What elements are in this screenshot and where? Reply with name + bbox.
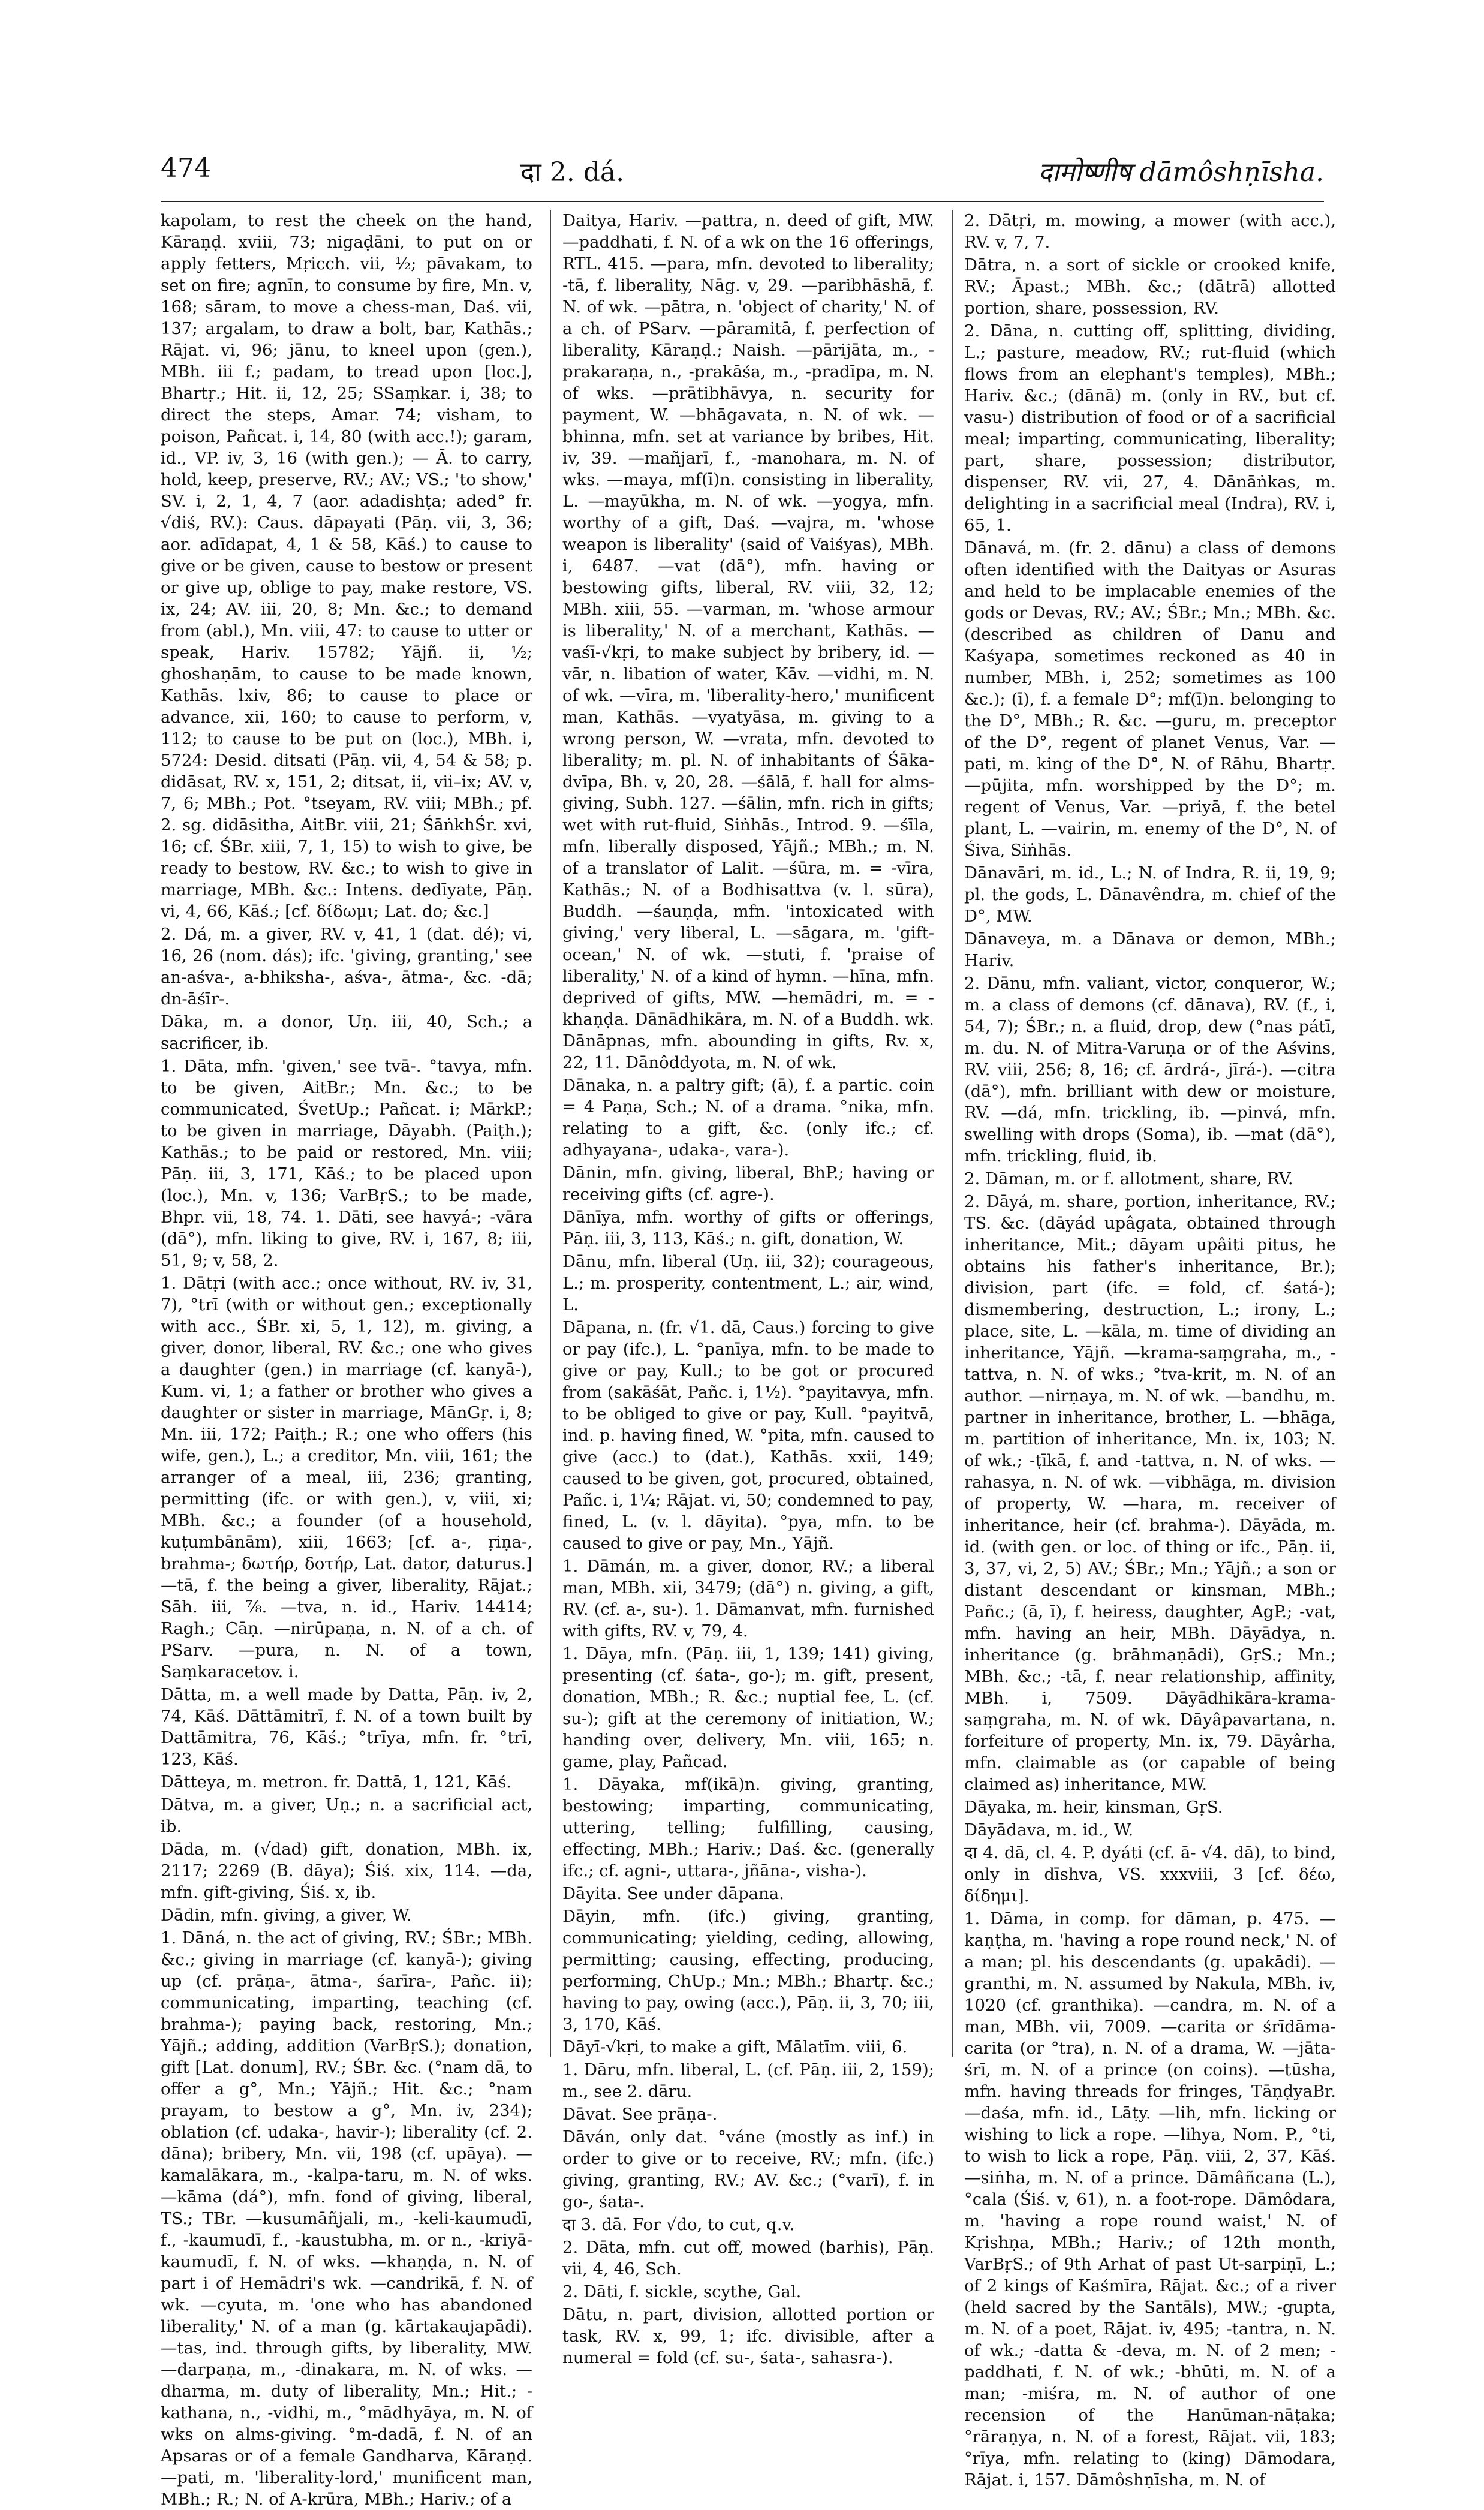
dictionary-entry: Dānavāri, m. id., L.; N. of Indra, R. ii, 19, 9; pl. the gods, L. Dānavêndra, m. chief of the D°, MW. (964, 863, 1336, 926)
dictionary-entry: Daitya, Hariv. —pattra, n. deed of gift, MW. —paddhati, f. N. of a wk on the 16 offerings, RTL. 415. —para, mfn. devoted to liberality; -tā, f. liberality, Nāg. v, 29. —paribhāshā, f. N. of wk. —pātra, n. 'object of charity,' N. of a ch. of PSarv. —pāramitā, f. perfection of liberality, Kāraṇḍ.; Naish. —pārijāta, m., -prakaraṇa, n., -prakāśa, m., -pradīpa, m. N. of wks. —prātibhāvya, n. security for payment, W. —bhāgavata, n. N. of wk. —bhinna, mfn. set at variance by bribes, Hit. iv, 39. —mañjarī, f., -manohara, m. N. of wks. —maya, mf(ī)n. consisting in liberality, L. —mayūkha, m. N. of wk. —yogya, mfn. worthy of a gift, Daś. —vajra, m. 'whose weapon is liberality' (said of Vaiśyas), MBh. i, 6487. —vat (dā°), mfn. having or bestowing gifts, liberal, RV. viii, 32, 12; MBh. xiii, 55. —varman, m. 'whose armour is liberality,' N. of a merchant, Kathās. —vaśī-√kṛi, to make subject by bribery, id. —vār, n. libation of water, Kāv. —vidhi, m. N. of wk. —vīra, m. 'liberality-hero,' munificent man, Kathās. —vyatyāsa, m. giving to a wrong person, W. —vrata, mfn. devoted to liberality; m. pl. N. of inhabitants of Śāka-dvīpa, Bh. v, 20, 28. —śālā, f. hall for alms-giving, Subh. 127. —śālin, mfn. rich in gifts; wet with rut-fluid, Siṅhās., Introd. 9. —śīla, mfn. liberally disposed, Yājñ.; MBh.; m. N. of a translator of Lalit. —śūra, m. = -vīra, Kathās.; N. of a Bodhisattva (v. l. sūra), Buddh. —śauṇḍa, mfn. 'intoxicated with giving,' very liberal, L. —sāgara, m. 'gift-ocean,' N. of wk. —stuti, f. 'praise of liberality,' N. of a kind of hymn. —hīna, mfn. deprived of gifts, MW. —hemādri, m. = -khaṇḍa. Dānādhikāra, m. N. of a Buddh. wk. Dānāpnas, mfn. abounding in gifts, Rv. x, 22, 11. Dānôddyota, m. N. of wk. (562, 211, 934, 1072)
dictionary-entry: Dādin, mfn. giving, a giver, W. (161, 1906, 412, 1925)
dictionary-entry: Dāyī-√kṛi, to make a gift, Mālatīm. viii, 6. (562, 2038, 908, 2057)
dictionary-entry: 1. Dāma, in comp. for dāman, p. 475. —kaṇṭha, m. 'having a rope round neck,' N. of a man; pl. his descendants (g. upakādi). —granthi, m. N. assumed by Nakula, MBh. iv, 1020 (cf. granthika). —candra, m. N. of a man, MBh. vii, 7009. —carita or śrīdāma-carita (or °tra), n. N. of a drama, W. —jāta-śrī, m. N. of a prince (on coins). —tūsha, mfn. having threads for fringes, TāṇḍyaBr. —daśa, mfn. id., Lāṭy. —lih, mfn. licking or wishing to lick a rope. —lihya, Nom. P., °ti, to wish to lick a rope, Pāṇ. viii, 2, 37, Kāś. —siṅha, m. N. of a prince. Dāmâñcana (L.), °cala (Śiś. v, 61), n. a foot-rope. Dāmôdara, m. 'having a rope round waist,' N. of Kṛishṇa, MBh.; Hariv.; of 12th month, VarBṛS.; of 9th Arhat of past Ut-sarpiṇī, L.; of 2 kings of Kaśmīra, Rājat. &c.; of a river (held sacred by the Santāls), MW.; -gupta, m. N. of a poet, Rājat. iv, 495; -tantra, n. N. of wk.; -datta & -deva, m. N. of 2 men; -paddhati, f. N. of wk.; -bhūti, m. N. of a man; -miśra, m. N. of author of one recension of the Hanūman-nāṭaka; °rāraṇya, n. N. of a forest, Rājat. vii, 183; °rīya, mfn. relating to (king) Dāmodara, Rājat. i, 157. Dāmôshṇīsha, m. N. of (964, 1909, 1336, 2490)
header-headword-right: दामोष्णीष dāmôshṇīsha. (1038, 157, 1324, 188)
dictionary-entry: 2. Dāna, n. cutting off, splitting, dividing, L.; pasture, meadow, RV.; rut-fluid (which flows from an elephant's temples), MBh.; Hariv. &c.; (dānā) m. (only in RV., but cf. vasu-) distribution of food or of a sacrificial meal; imparting, communicating, liberality; part, share, possession; distributor, dispenser, RV. vii, 27, 4. Dānāṅkas, m. delighting in a sacrificial meal (Indra), RV. i, 65, 1. (964, 321, 1336, 535)
dictionary-entry: 2. Dāti, f. sickle, scythe, Gal. (562, 2282, 802, 2301)
column-divider (550, 210, 551, 2057)
dictionary-entry: Dāván, only dat. °váne (mostly as inf.) in order to give or to receive, RV.; mfn. (ifc.) giving, granting, RV.; AV. &c.; (°varī), f. in go-, śata-. (562, 2127, 934, 2211)
dictionary-entry: Dātta, m. a well made by Datta, Pāṇ. iv, 2, 74, Kāś. Dāttāmitrī, f. N. of a town built by Dattāmitra, 76, Kāś.; °trīya, mfn. fr. °trī, 123, Kāś. (161, 1685, 532, 1769)
header-rule (161, 201, 1324, 202)
dictionary-entry: 1. Dātṛi (with acc.; once without, RV. iv, 31, 7), °trī (with or without gen.; exceptionally with acc., ŚBr. xi, 5, 1, 12), m. giving, a giver, donor, liberal, RV. &c.; one who gives a daughter (gen.) in marriage (cf. kanyā-), Kum. vi, 1; a father or brother who gives a daughter or sister in marriage, MānGṛ. i, 8; Mn. iii, 172; Paiṭh.; R.; one who offers (his wife, gen.), L.; a creditor, Mn. viii, 161; the arranger of a meal, iii, 236; granting, permitting (ifc. or with gen.), v, viii, xi; MBh. &c.; a founder (of a household, kuṭumbānām), xiii, 1663; [cf. a-, ṛiṇa-, brahma-; δωτήρ, δοτήρ, Lat. dator, daturus.] —tā, f. the being a giver, liberality, Rājat.; Sāh. iii, ⅞. —tva, n. id., Hariv. 14414; Ragh.; Cāṇ. —nirūpaṇa, n. N. of a ch. of PSarv. —pura, n. N. of a town, Saṃkaracetov. i. (161, 1274, 532, 1681)
column-3 (964, 210, 1336, 2490)
dictionary-entry: Dāyita. See under dāpana. (562, 1884, 784, 1903)
column-1 (161, 210, 532, 2509)
dictionary-entry: Dāka, m. a donor, Uṇ. iii, 40, Sch.; a sacrificer, ib. (161, 1012, 532, 1053)
dictionary-entry: Dāvat. See prāṇa-. (562, 2105, 718, 2124)
dictionary-entry: Dātra, n. a sort of sickle or crooked knife, RV.; Āpast.; MBh. &c.; (dātrā) allotted portion, share, possession, RV. (964, 255, 1336, 318)
dictionary-entry: Dānavá, m. (fr. 2. dānu) a class of demons often identified with the Daityas or Asuras and held to be implacable enemies of the gods or Devas, RV.; AV.; ŚBr.; Mn.; MBh. &c. (described as children of Danu and Kaśyapa, sometimes reckoned as 40 in number, MBh. i, 252; sometimes as 100 &c.); (ī), f. a female D°; mf(ī)n. belonging to the D°, MBh.; R. &c. —guru, m. preceptor of the D°, regent of planet Venus, Var. —pati, m. king of the D°, N. of Rāhu, Bhartṛ. —pūjita, mfn. worshipped by the D°; m. regent of Venus, Var. —priyā, f. the betel plant, L. —vairin, m. enemy of the D°, N. of Śiva, Siṅhās. (964, 538, 1336, 860)
dictionary-entry: दा 4. dā, cl. 4. P. dyáti (cf. ā- √4. dā), to bind, only in dīshva, VS. xxxviii, 3 [cf. δέω, δίδημι]. (964, 1843, 1336, 1906)
dictionary-entry: 2. Dāta, mfn. cut off, mowed (barhis), Pāṇ. vii, 4, 46, Sch. (562, 2238, 934, 2279)
dictionary-entry: 1. Dāru, mfn. liberal, L. (cf. Pāṇ. iii, 2, 159); m., see 2. dāru. (562, 2060, 934, 2101)
dictionary-entry: Dānīya, mfn. worthy of gifts or offerings, Pāṇ. iii, 3, 113, Kāś.; n. gift, donation, W. (562, 1208, 934, 1248)
dictionary-entry: kapolam, to rest the cheek on the hand, Kāraṇḍ. xviii, 73; nigaḍāni, to put on or apply fetters, Mṛicch. vii, ½; pāvakam, to set on fire; agnīn, to consume by fire, Mn. v, 168; sāram, to move a chess-man, Daś. vii, 137; argalam, to draw a bolt, bar, Kathās.; Rājat. vi, 96; jānu, to kneel upon (gen.), MBh. iii f.; padam, to tread upon [loc.], Bhartṛ.; Hit. ii, 12, 25; SSaṃkar. i, 38; to direct the steps, Amar. 74; visham, to poison, Pañcat. i, 14, 80 (with acc.!); garam, id., VP. iv, 3, 16 (with gen.); — Ā. to carry, hold, keep, preserve, RV.; AV.; VS.; 'to show,' SV. i, 2, 1, 4, 7 (aor. adadishṭa; aded° fr. √diś, RV.): Caus. dāpayati (Pāṇ. vii, 3, 36; aor. adīdapat, 4, 1 & 58, Kāś.) to cause to give or be given, cause to bestow or present or give up, oblige to pay, make restore, VS. ix, 24; AV. iii, 20, 8; Mn. &c.; to demand from (abl.), Mn. viii, 47: to cause to utter or speak, Hariv. 15782; Yājñ. ii, ½; ghoshaṇām, to cause to be made known, Kathās. lxiv, 86; to cause to place or advance, xii, 160; to cause to perform, v, 112; to cause to be put on (loc.), MBh. i, 5724: Desid. ditsati (Pāṇ. vii, 4, 54 & 58; p. didāsat, RV. x, 151, 2; ditsat, ii, vii–ix; AV. v, 7, 6; MBh.; Pot. °tseyam, RV. viii; MBh.; pf. 2. sg. didāsitha, AitBr. viii, 21; ŚāṅkhŚr. xvi, 16; cf. ŚBr. xiii, 7, 1, 15) to wish to give, be ready to bestow, RV. &c.; to wish to give in marriage, MBh. &c.: Intens. dedīyate, Pāṇ. vi, 4, 66, Kāś.; [cf. δίδωμι; Lat. do; &c.] (161, 211, 532, 921)
dictionary-entry: Dātu, n. part, division, allotted portion or task, RV. x, 99, 1; ifc. divisible, after a numeral = fold (cf. su-, śata-, sahasra-). (562, 2305, 934, 2367)
dictionary-entry: Dātva, m. a giver, Uṇ.; n. a sacrificial act, ib. (161, 1795, 532, 1836)
dictionary-entry: Dāyin, mfn. (ifc.) giving, granting, communicating; yielding, ceding, allowing, permitting; causing, effecting, producing, performing, ChUp.; Mn.; MBh.; Bhartṛ. &c.; having to pay, owing (acc.), Pāṇ. ii, 3, 70; iii, 3, 170, Kāś. (562, 1907, 934, 2034)
header-headword-center: दा 2. dá. (520, 157, 625, 188)
page-header (161, 153, 1324, 195)
dictionary-entry: 2. Dānu, mfn. valiant, victor, conqueror, W.; m. a class of demons (cf. dānava), RV. (f., i, 54, 7); ŚBr.; n. a fluid, drop, dew (°nas pátī, m. du. N. of Mitra-Varuṇa or of the Aśvins, RV. viii, 256; 8, 16; cf. ārdrá-, jīrá-). —citra (dā°), mfn. brilliant with dew or moisture, RV. —dá, mfn. trickling, ib. —pinvá, mfn. swelling with drops (Soma), ib. —mat (dā°), mfn. trickling, fluid, ib. (964, 974, 1336, 1166)
dictionary-entry: Dānaveya, m. a Dānava or demon, MBh.; Hariv. (964, 929, 1336, 970)
column-2 (562, 210, 934, 2367)
dictionary-entry: Dātteya, m. metron. fr. Dattā, 1, 121, Kāś. (161, 1772, 512, 1792)
dictionary-entry: Dānaka, n. a paltry gift; (ā), f. a partic. coin = 4 Paṇa, Sch.; N. of a drama. °nika, mfn. relating to a gift, &c. (only ifc.; cf. adhyayana-, udaka-, vara-). (562, 1076, 934, 1160)
dictionary-entry: Dāyādava, m. id., W. (964, 1820, 1134, 1840)
dictionary-entry: Dāyaka, m. heir, kinsman, GṛS. (964, 1798, 1223, 1817)
page-number: 474 (161, 153, 211, 183)
dictionary-entry: Dānin, mfn. giving, liberal, BhP.; having or receiving gifts (cf. agre-). (562, 1163, 934, 1204)
dictionary-entry: 2. Dá, m. a giver, RV. v, 41, 1 (dat. dé); vi, 16, 26 (nom. dás); ifc. 'giving, granting,' see an-aśva-, a-bhiksha-, aśva-, ātma-, &c. -dā; dn-āśīr-. (161, 925, 532, 1009)
dictionary-entry: 1. Dāta, mfn. 'given,' see tvā-. °tavya, mfn. to be given, AitBr.; Mn. &c.; to be communicated, ŚvetUp.; Pañcat. i; MārkP.; to be given in marriage, Dāyabh. (Paiṭh.); Kathās.; to be paid or restored, Mn. viii; Pāṇ. iii, 3, 171, Kāś.; to be placed upon (loc.), Mn. v, 136; VarBṛS.; to be made, Bhpr. vii, 18, 74. 1. Dāti, see havyá-; -vāra (dā°), mfn. liking to give, RV. i, 167, 8; iii, 51, 9; v, 58, 2. (161, 1057, 532, 1270)
dictionary-entry: 1. Dāmán, m. a giver, donor, RV.; a liberal man, MBh. xii, 3479; (dā°) n. giving, a gift, RV. (cf. a-, su-). 1. Dāmanvat, mfn. furnished with gifts, RV. v, 79, 4. (562, 1557, 934, 1641)
dictionary-entry: दा 3. dā. For √do, to cut, q.v. (562, 2215, 795, 2234)
dictionary-entry: 2. Dāman, m. or f. allotment, share, RV. (964, 1169, 1293, 1188)
dictionary-entry: 1. Dāyaka, mf(ikā)n. giving, granting, bestowing; imparting, communicating, uttering, telling; fulfilling, causing, effecting, MBh.; Hariv.; Daś. &c. (generally ifc.; cf. agni-, uttara-, jñāna-, visha-). (562, 1775, 934, 1880)
dictionary-entry: Dānu, mfn. liberal (Uṇ. iii, 32); courageous, L.; m. prosperity, contentment, L.; air, wind, L. (562, 1252, 934, 1314)
dictionary-entry: 1. Dāya, mfn. (Pāṇ. iii, 1, 139; 141) giving, presenting (cf. śata-, go-); m. gift, present, donation, MBh.; R. &c.; nuptial fee, L. (cf. su-); gift at the ceremony of initiation, W.; handing over, delivery, Mn. viii, 165; n. game, play, Pañcad. (562, 1644, 934, 1771)
dictionary-entry: 2. Dāyá, m. share, portion, inheritance, RV.; TS. &c. (dāyád upâgata, obtained through inheritance, Mit.; dāyam upâiti pitus, he obtains his father's inheritance, Br.); division, part (ifc. = fold, cf. śatá-); dismembering, destruction, L.; irony, L.; place, site, L. —kāla, m. time of dividing an inheritance, Yājñ. —krama-saṃgraha, m., -tattva, n. N. of wks.; °tva-krit, m. N. of an author. —nirṇaya, m. N. of wk. —bandhu, m. partner in inheritance, brother, L. —bhāga, m. partition of inheritance, Mn. ix, 103; N. of wk.; -ṭīkā, f. and -tattva, n. N. of wks. —rahasya, n. N. of wk. —vibhāga, m. division of property, W. —hara, m. receiver of inheritance, heir (cf. brahma-). Dāyāda, m. id. (with gen. or loc. of thing or ifc., Pāṇ. ii, 3, 37, vi, 2, 5) AV.; ŚBr.; Mn.; Yājñ.; a son or distant descendant or kinsman, MBh.; Pañc.; (ā, ī), f. heiress, daughter, AgP.; -vat, mfn. having an heir, MBh. Dāyādya, n. inheritance (g. brāhmaṇādi), GṛS.; Mn.; MBh. &c.; -tā, f. near relationship, affinity, MBh. i, 7509. Dāyādhikāra-krama-saṃgraha, m. N. of wk. Dāyâpavartana, n. forfeiture of property, Mn. ix, 79. Dāyârha, mfn. claimable as (or capable of being claimed as) inheritance, MW. (964, 1192, 1336, 1794)
column-divider (952, 210, 953, 2057)
dictionary-entry: Dāda, m. (√dad) gift, donation, MBh. ix, 2117; 2269 (B. dāya); Śiś. xix, 114. —da, mfn. gift-giving, Śiś. x, ib. (161, 1840, 532, 1902)
dictionary-entry: 2. Dātṛi, m. mowing, a mower (with acc.), RV. v, 7, 7. (964, 211, 1336, 252)
dictionary-entry: 1. Dāná, n. the act of giving, RV.; ŚBr.; MBh. &c.; giving in marriage (cf. kanyā-); giving up (cf. prāṇa-, ātma-, śarīra-, Pañc. ii); communicating, imparting, teaching (cf. brahma-); paying back, restoring, Mn.; Yājñ.; adding, addition (VarBṛS.); donation, gift [Lat. donum], RV.; ŚBr. &c. (°nam dā, to offer a g°, Mn.; Yājñ.; Hit. &c.; °nam prayam, to bestow a g°, Mn. iv, 234); oblation (cf. udaka-, havir-); liberality (cf. 2. dāna); bribery, Mn. vii, 198 (cf. upāya). —kamalākara, m., -kalpa-taru, m. N. of wks. —kāma (dá°), mfn. fond of giving, liberal, TS.; TBr. —kusumāñjali, m., -keli-kaumudī, f., -kaumudī, f., -kaustubha, m. or n., -kriyā-kaumudī, f. N. of wks. —khaṇḍa, n. N. of part i of Hemādri's wk. —candrikā, f. N. of wk. —cyuta, m. 'one who has abandoned liberality,' N. of a man (g. kārtakaujapādi). —tas, ind. through gifts, by liberality, MW. —darpaṇa, m., -dinakara, m. N. of wks. —dharma, m. duty of liberality, Mn.; Hit.; -kathana, n., -vidhi, m., °mādhyāya, m. N. of wks on alms-giving. °m-dadā, f. N. of an Apsaras or of a female Gandharva, Kāraṇḍ. —pati, m. 'liberality-lord,' munificent man, MBh.; R.; N. of A-krūra, MBh.; Hariv.; of a (161, 1928, 532, 2509)
dictionary-entry: Dāpana, n. (fr. √1. dā, Caus.) forcing to give or pay (ifc.), L. °panīya, mfn. to be made to give or pay, Kull.; to be got or procured from (sakāśāt, Pañc. i, 1½). °payitavya, mfn. to be obliged to give or pay, Kull. °payitvā, ind. p. having fined, W. °pita, mfn. caused to give (acc.) to (dat.), Kathās. xxii, 149; caused to be given, got, procured, obtained, Pañc. i, 1¼; Rājat. vi, 50; condemned to pay, fined, L. (v. l. dāyita). °pya, mfn. to be caused to give or pay, Mn., Yājñ. (562, 1318, 934, 1553)
